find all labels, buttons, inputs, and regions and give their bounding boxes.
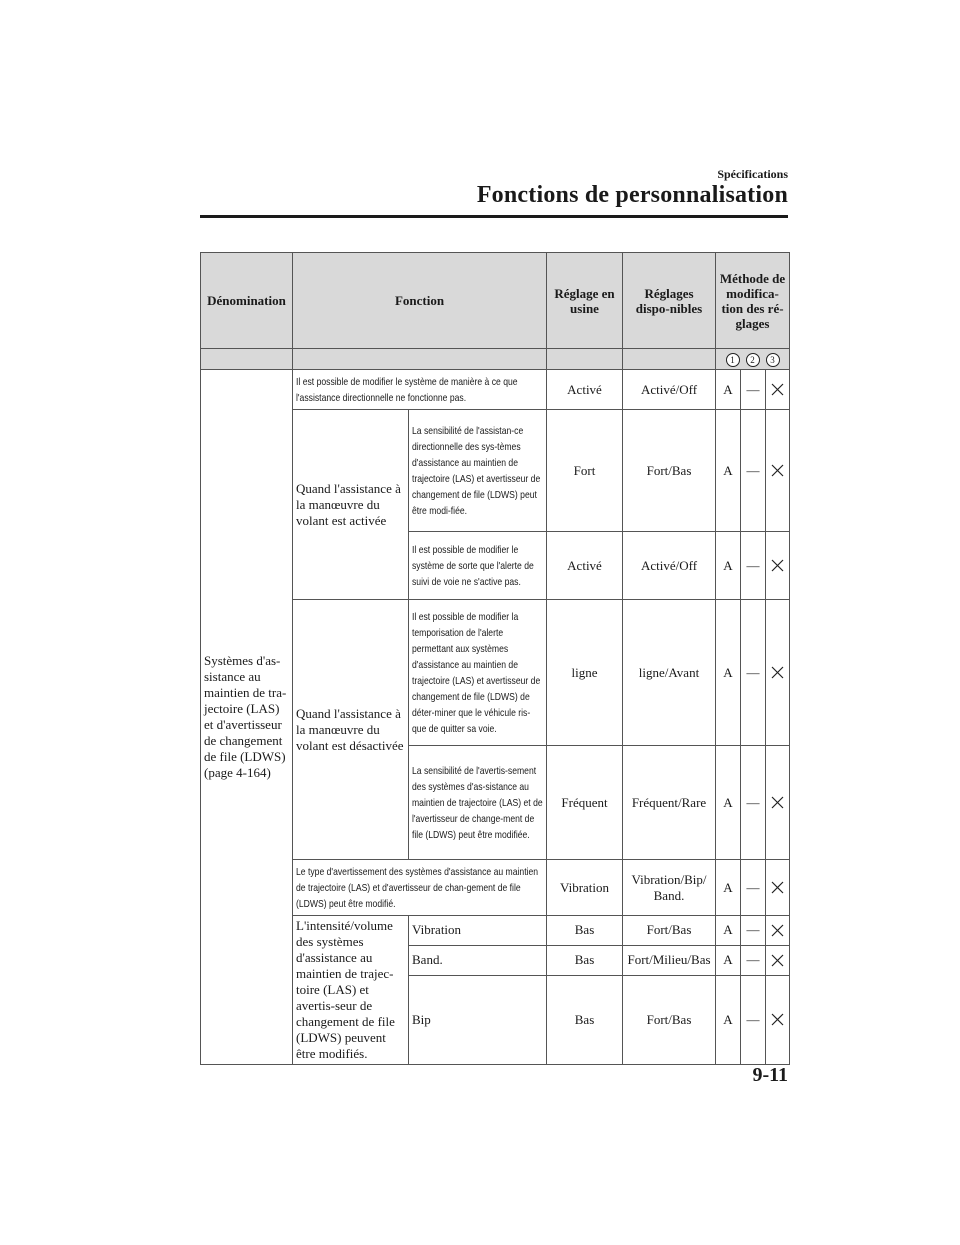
header-method: Méthode de modifica-tion des ré-glages: [716, 253, 790, 349]
cross-icon: [766, 945, 790, 975]
circled-one-icon: 1: [726, 353, 740, 367]
function-desc: Bip: [409, 975, 547, 1064]
method-2-value: —: [741, 600, 766, 746]
method-2-value: —: [741, 532, 766, 600]
function-desc: Il est possible de modifier le système de sorte que l'alerte de suivi de voie ne s'active pas.: [412, 543, 534, 588]
method-2-value: —: [741, 410, 766, 532]
method-1-value: A: [716, 860, 741, 916]
condition-group: Quand l'assistance à la manœuvre du volant est désactivée: [293, 600, 409, 860]
method-1-value: A: [716, 746, 741, 860]
method-2-value: —: [741, 746, 766, 860]
factory-setting: Activé: [547, 370, 623, 410]
function-desc: Band.: [409, 945, 547, 975]
available-settings: Fort/Bas: [623, 410, 716, 532]
header-factory: Réglage en usine: [547, 253, 623, 349]
header-blank: [201, 349, 293, 370]
method-2-value: —: [741, 916, 766, 946]
cross-icon: [766, 600, 790, 746]
cross-icon: [766, 410, 790, 532]
header-available: Réglages dispo-nibles: [623, 253, 716, 349]
available-settings: Fort/Bas: [623, 975, 716, 1064]
feature-name-cell: Systèmes d'as-sistance au maintien de tra-jectoire (LAS) et d'avertisseur de changement de file (LDWS) (page 4-164): [201, 370, 293, 1065]
function-desc: La sensibilité de l'assistan-ce directionnelle des sys-tèmes d'assistance au maintien de trajectoire (LAS) et avertisseur de changement de file (LDWS) peut être modi-fiée.: [412, 424, 541, 517]
method-1-value: A: [716, 532, 741, 600]
available-settings: Fort/Milieu/Bas: [623, 945, 716, 975]
cross-icon: [766, 532, 790, 600]
factory-setting: Fort: [547, 410, 623, 532]
method-1-value: A: [716, 410, 741, 532]
available-settings: Activé/Off: [623, 532, 716, 600]
condition-group: L'intensité/volume des systèmes d'assistance au maintien de trajec-toire (LAS) et avertis-seur de changement de file (LDWS) peuvent être modifiés.: [293, 916, 409, 1065]
cross-icon: [766, 916, 790, 946]
method-1-value: A: [716, 370, 741, 410]
condition-group: Quand l'assistance à la manœuvre du volant est activée: [293, 410, 409, 600]
circled-three-icon: 3: [766, 353, 780, 367]
factory-setting: ligne: [547, 600, 623, 746]
method-1-value: A: [716, 916, 741, 946]
cross-icon: [766, 370, 790, 410]
header-function: Fonction: [293, 253, 547, 349]
factory-setting: Bas: [547, 945, 623, 975]
table-row: [201, 370, 790, 410]
method-2-value: —: [741, 945, 766, 975]
page-title: Fonctions de personnalisation: [476, 182, 788, 208]
cross-icon: [766, 860, 790, 916]
factory-setting: Bas: [547, 975, 623, 1064]
cross-icon: [766, 975, 790, 1064]
method-2-value: —: [741, 370, 766, 410]
circled-two-icon: 2: [746, 353, 760, 367]
customization-table: [200, 252, 790, 1065]
page-number: 9-11: [752, 1064, 788, 1086]
section-label: Spécifications: [717, 167, 788, 181]
cross-icon: [766, 746, 790, 860]
factory-setting: Activé: [547, 532, 623, 600]
header-name: Dénomination: [201, 253, 293, 349]
factory-setting: Bas: [547, 916, 623, 946]
method-columns: [716, 349, 790, 370]
method-2-value: —: [741, 860, 766, 916]
title-rule: [200, 215, 788, 218]
factory-setting: Vibration: [547, 860, 623, 916]
available-settings: Fréquent/Rare: [623, 746, 716, 860]
function-desc: La sensibilité de l'avertis-sement des systèmes d'as-sistance au maintien de trajectoire (LAS) et de l'avertisseur de change-ment de file (LDWS) peut être modifiée.: [412, 764, 543, 841]
method-1-value: A: [716, 945, 741, 975]
method-2-value: —: [741, 975, 766, 1064]
header-blank: [293, 349, 547, 370]
available-settings: ligne/Avant: [623, 600, 716, 746]
method-1-value: A: [716, 600, 741, 746]
function-desc: Le type d'avertissement des systèmes d'assistance au maintien de trajectoire (LAS) et d'avertisseur de chan-gement de file (LDWS) peut être modifié.: [296, 865, 539, 910]
header-blank: [623, 349, 716, 370]
available-settings: Vibration/Bip/ Band.: [623, 860, 716, 916]
function-desc: Il est possible de modifier la temporisation de l'alerte permettant aux systèmes d'assistance au maintien de trajectoire (LAS) et avertisseur de changement de file (LDWS) de déter-miner que le véhicule ris-que de quitter sa voie.: [412, 610, 541, 735]
function-desc: Il est possible de modifier le système de manière à ce que l'assistance directionnelle ne fonctionne pas.: [296, 375, 518, 404]
header-blank: [547, 349, 623, 370]
available-settings: Activé/Off: [623, 370, 716, 410]
method-1-value: A: [716, 975, 741, 1064]
available-settings: Fort/Bas: [623, 916, 716, 946]
function-desc: Vibration: [409, 916, 547, 946]
factory-setting: Fréquent: [547, 746, 623, 860]
